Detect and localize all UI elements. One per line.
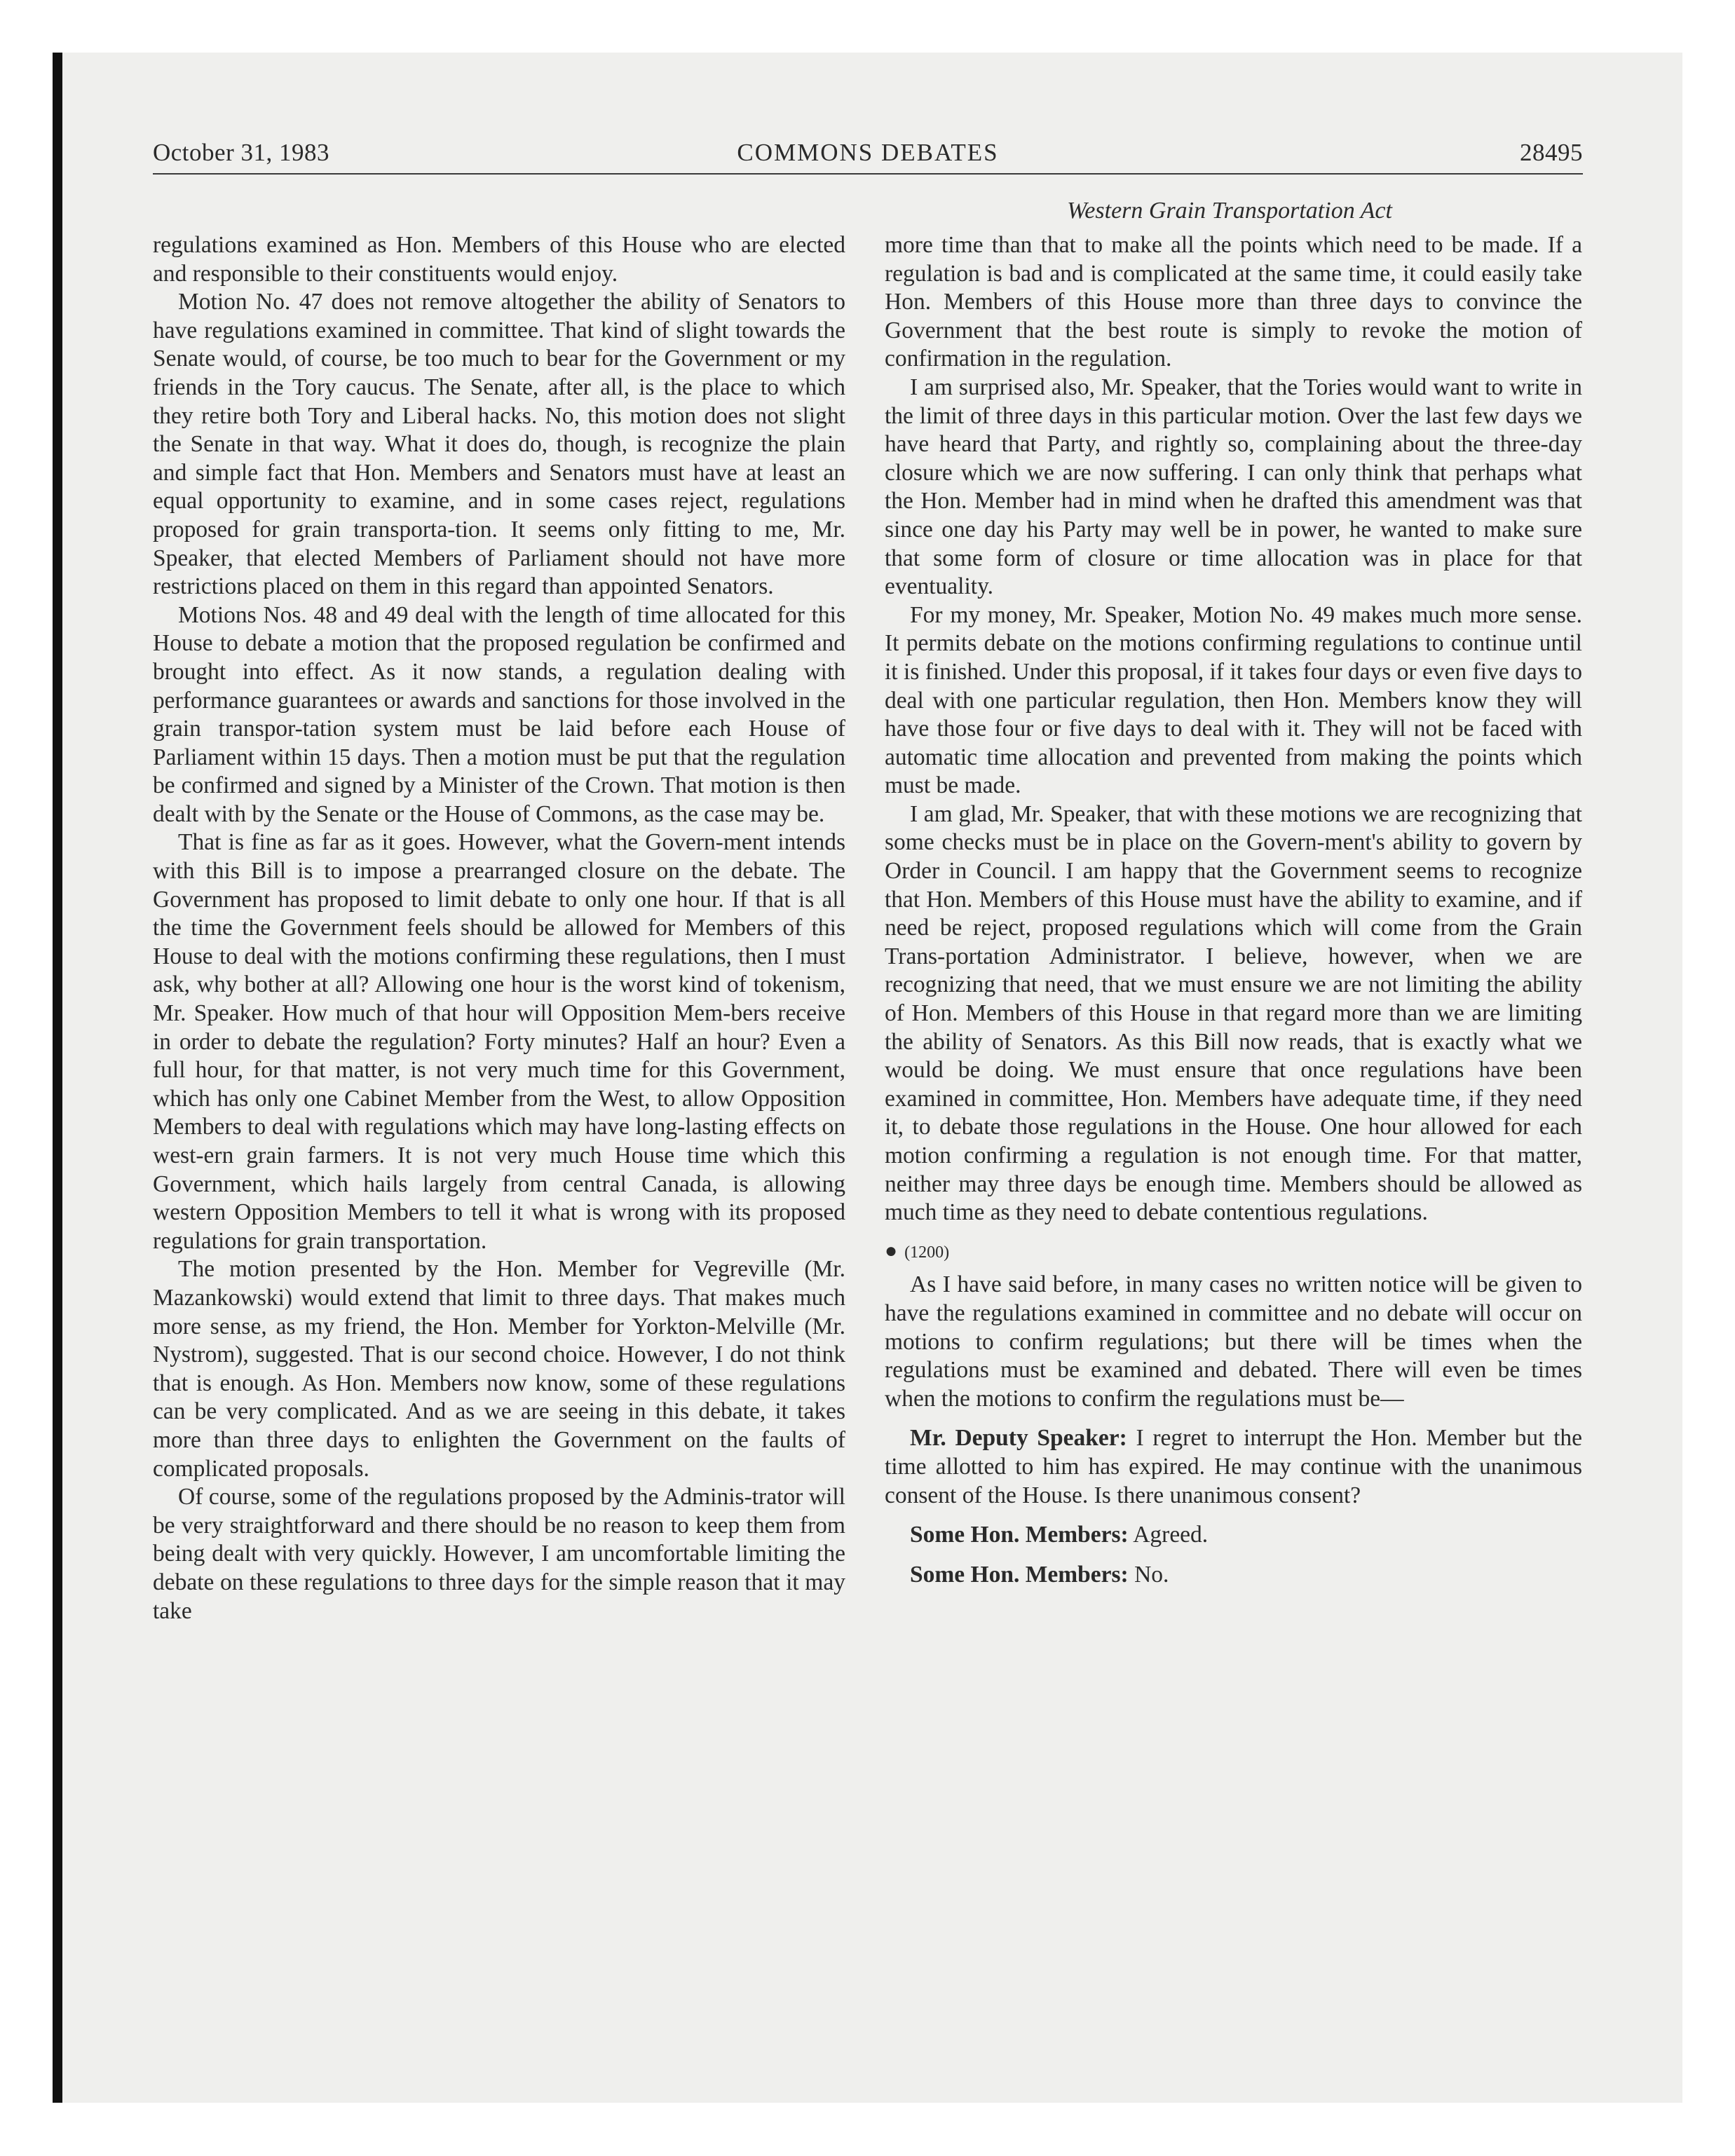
header-title: COMMONS DEBATES	[737, 139, 999, 166]
speaker-name: Mr. Deputy Speaker:	[910, 1425, 1127, 1452]
bullet-icon: ●	[885, 1239, 898, 1262]
running-subhead: Western Grain Transportation Act	[1067, 198, 1392, 224]
speech-text: Agreed.	[1133, 1522, 1209, 1548]
paragraph: The motion presented by the Hon. Member for Vegreville (Mr. Mazankowski) would extend that limit to three days. That makes much more sense, as my friend, the Hon. Member for Yorkton-Melville (Mr. Nystrom), suggested. That is our second choice. However, I do not think that is enough. As Hon. Members now know, some of these regulations can be very complicated. And as we are seeing in this debate, it takes more than three days to enlighten the Government on the faults of complicated proposals.	[153, 1256, 845, 1482]
paragraph: Motion No. 47 does not remove altogether the ability of Senators to have regulations examined in committee. That kind of slight towards the Senate would, of course, be too much to bear for the Government or my friends in the Tory caucus. The Senate, after all, is the place to which they retire both Tory and Liberal hacks. No, this motion does not slight the Senate in that way. What it does do, though, is recognize the plain and simple fact that Hon. Members and Senators must have at least an equal opportunity to examine, and in some cases reject, regulations proposed for grain transporta-tion. It seems only fitting to me, Mr. Speaker, that elected Members of Parliament should not have more restrictions placed on them in this regard than appointed Senators.	[153, 289, 845, 600]
speech-members-no	[885, 1561, 1582, 1590]
header-page-number: 28495	[1520, 139, 1583, 166]
paragraph: For my money, Mr. Speaker, Motion No. 49 makes much more sense. It permits debate on the motions confirming regulations to continue until it is finished. Under this proposal, if it takes four days or even five days to deal with one particular regulation, then Hon. Members know they will have those four or five days to deal with it. They will not be faced with automatic time allocation and prevented from making the points which must be made.	[885, 601, 1582, 799]
paragraph: I am glad, Mr. Speaker, that with these motions we are recognizing that some checks must be in place on the Govern-ment's ability to govern by Order in Council. I am happy that the Government seems to recognize that Hon. Members of this House must have the ability to examine, and if need be reject, proposed regulations which will come from the Grain Trans-portation Administrator. I believe, however, when we are recognizing that need, that we must ensure we are not limiting the ability of Hon. Members of this House in that regard more than we are limiting the ability of Senators. As this Bill now reads, that is exactly what we would be doing. We must ensure that once regulations have been examined in committee, Hon. Members have adequate time, if they need it, to debate those regulations in the House. One hour allowed for each motion confirming a regulation is not enough time. For that matter, neither may three days be enough time. Members should be allowed as much time as they need to debate contentious regulations.	[885, 800, 1582, 1226]
paragraph: Of course, some of the regulations proposed by the Adminis-trator will be very straightforward and there should be no reason to keep them from being dealt with very quickly. However, I am uncomfortable limiting the debate on these regulations to three days for the simple reason that it may take	[153, 1484, 845, 1624]
paragraph: more time than that to make all the points which need to be made. If a regulation is bad and is complicated at the same time, it could easily take Hon. Members of this House more than three days to convince the Government that the best route is simply to revoke the motion of confirmation in the regulation.	[885, 232, 1582, 372]
speech-text: No.	[1134, 1561, 1169, 1588]
paragraph: Motions Nos. 48 and 49 deal with the length of time allocated for this House to debate a motion that the proposed regulation be confirmed and brought into effect. As it now stands, a regulation dealing with performance guarantees or awards and sanctions for those involved in the grain transpor-tation system must be laid before each House of Parliament within 15 days. Then a motion must be put that the regulation be confirmed and signed by a Minister of the Crown. That motion is then dealt with by the Senate or the House of Commons, as the case may be.	[153, 601, 845, 827]
header-rule	[153, 173, 1583, 175]
speaker-name: Some Hon. Members:	[910, 1561, 1129, 1588]
speech-members-agreed	[885, 1521, 1582, 1550]
paragraph: I am surprised also, Mr. Speaker, that the Tories would want to write in the limit of three days in this particular motion. Over the last few days we have heard that Party, and rightly so, complaining about the three-day closure which we are now suffering. I can only think that perhaps what the Hon. Member had in mind when he drafted this amendment was that since one day his Party may well be in power, he wanted to make sure that some form of closure or time allocation was in place for that eventuality.	[885, 374, 1582, 600]
binding-edge	[53, 53, 62, 2103]
paragraph: That is fine as far as it goes. However, what the Govern-ment intends with this Bill is to impose a prearranged closure on the debate. The Government has proposed to limit debate to only one hour. If that is all the time the Government feels should be allowed for Members of this House to deal with the motions confirming these regulations, then I must ask, why bother at all? Allowing one hour is the worst kind of tokenism, Mr. Speaker. How much of that hour will Opposition Mem-bers receive in order to debate the regulation? Forty minutes? Half an hour? Even a full hour, for that matter, is not very much time for this Government, which has only one Cabinet Member from the West, to allow Opposition Members to deal with regulations which may have long-lasting effects on west-ern grain farmers. It is not very much House time which this Government, which hails largely from central Canada, is allowing western Opposition Members to tell it what is wrong with its proposed regulations for grain transportation.	[153, 829, 845, 1254]
header-date: October 31, 1983	[153, 139, 329, 166]
page-header	[153, 139, 1583, 181]
time-marker	[885, 1237, 1582, 1267]
speech-deputy-speaker	[885, 1424, 1582, 1510]
paragraph: As I have said before, in many cases no written notice will be given to have the regulations examined in committee and no debate will occur on motions to confirm regulations; but there will be times when the regulations must be examined and debated. There will even be times when the motions to confirm the regulations must be—	[885, 1271, 1582, 1412]
time-marker-label: (1200)	[904, 1243, 950, 1262]
speech-text: I regret to interrupt the Hon. Member but the time allotted to him has expired. He may continue with the unanimous consent of the House. Is there unanimous consent?	[885, 1425, 1582, 1508]
right-column	[885, 231, 1582, 1589]
speaker-name: Some Hon. Members:	[910, 1522, 1129, 1548]
paragraph: regulations examined as Hon. Members of this House who are elected and responsible to their constituents would enjoy.	[153, 232, 845, 287]
left-column	[153, 231, 845, 1625]
